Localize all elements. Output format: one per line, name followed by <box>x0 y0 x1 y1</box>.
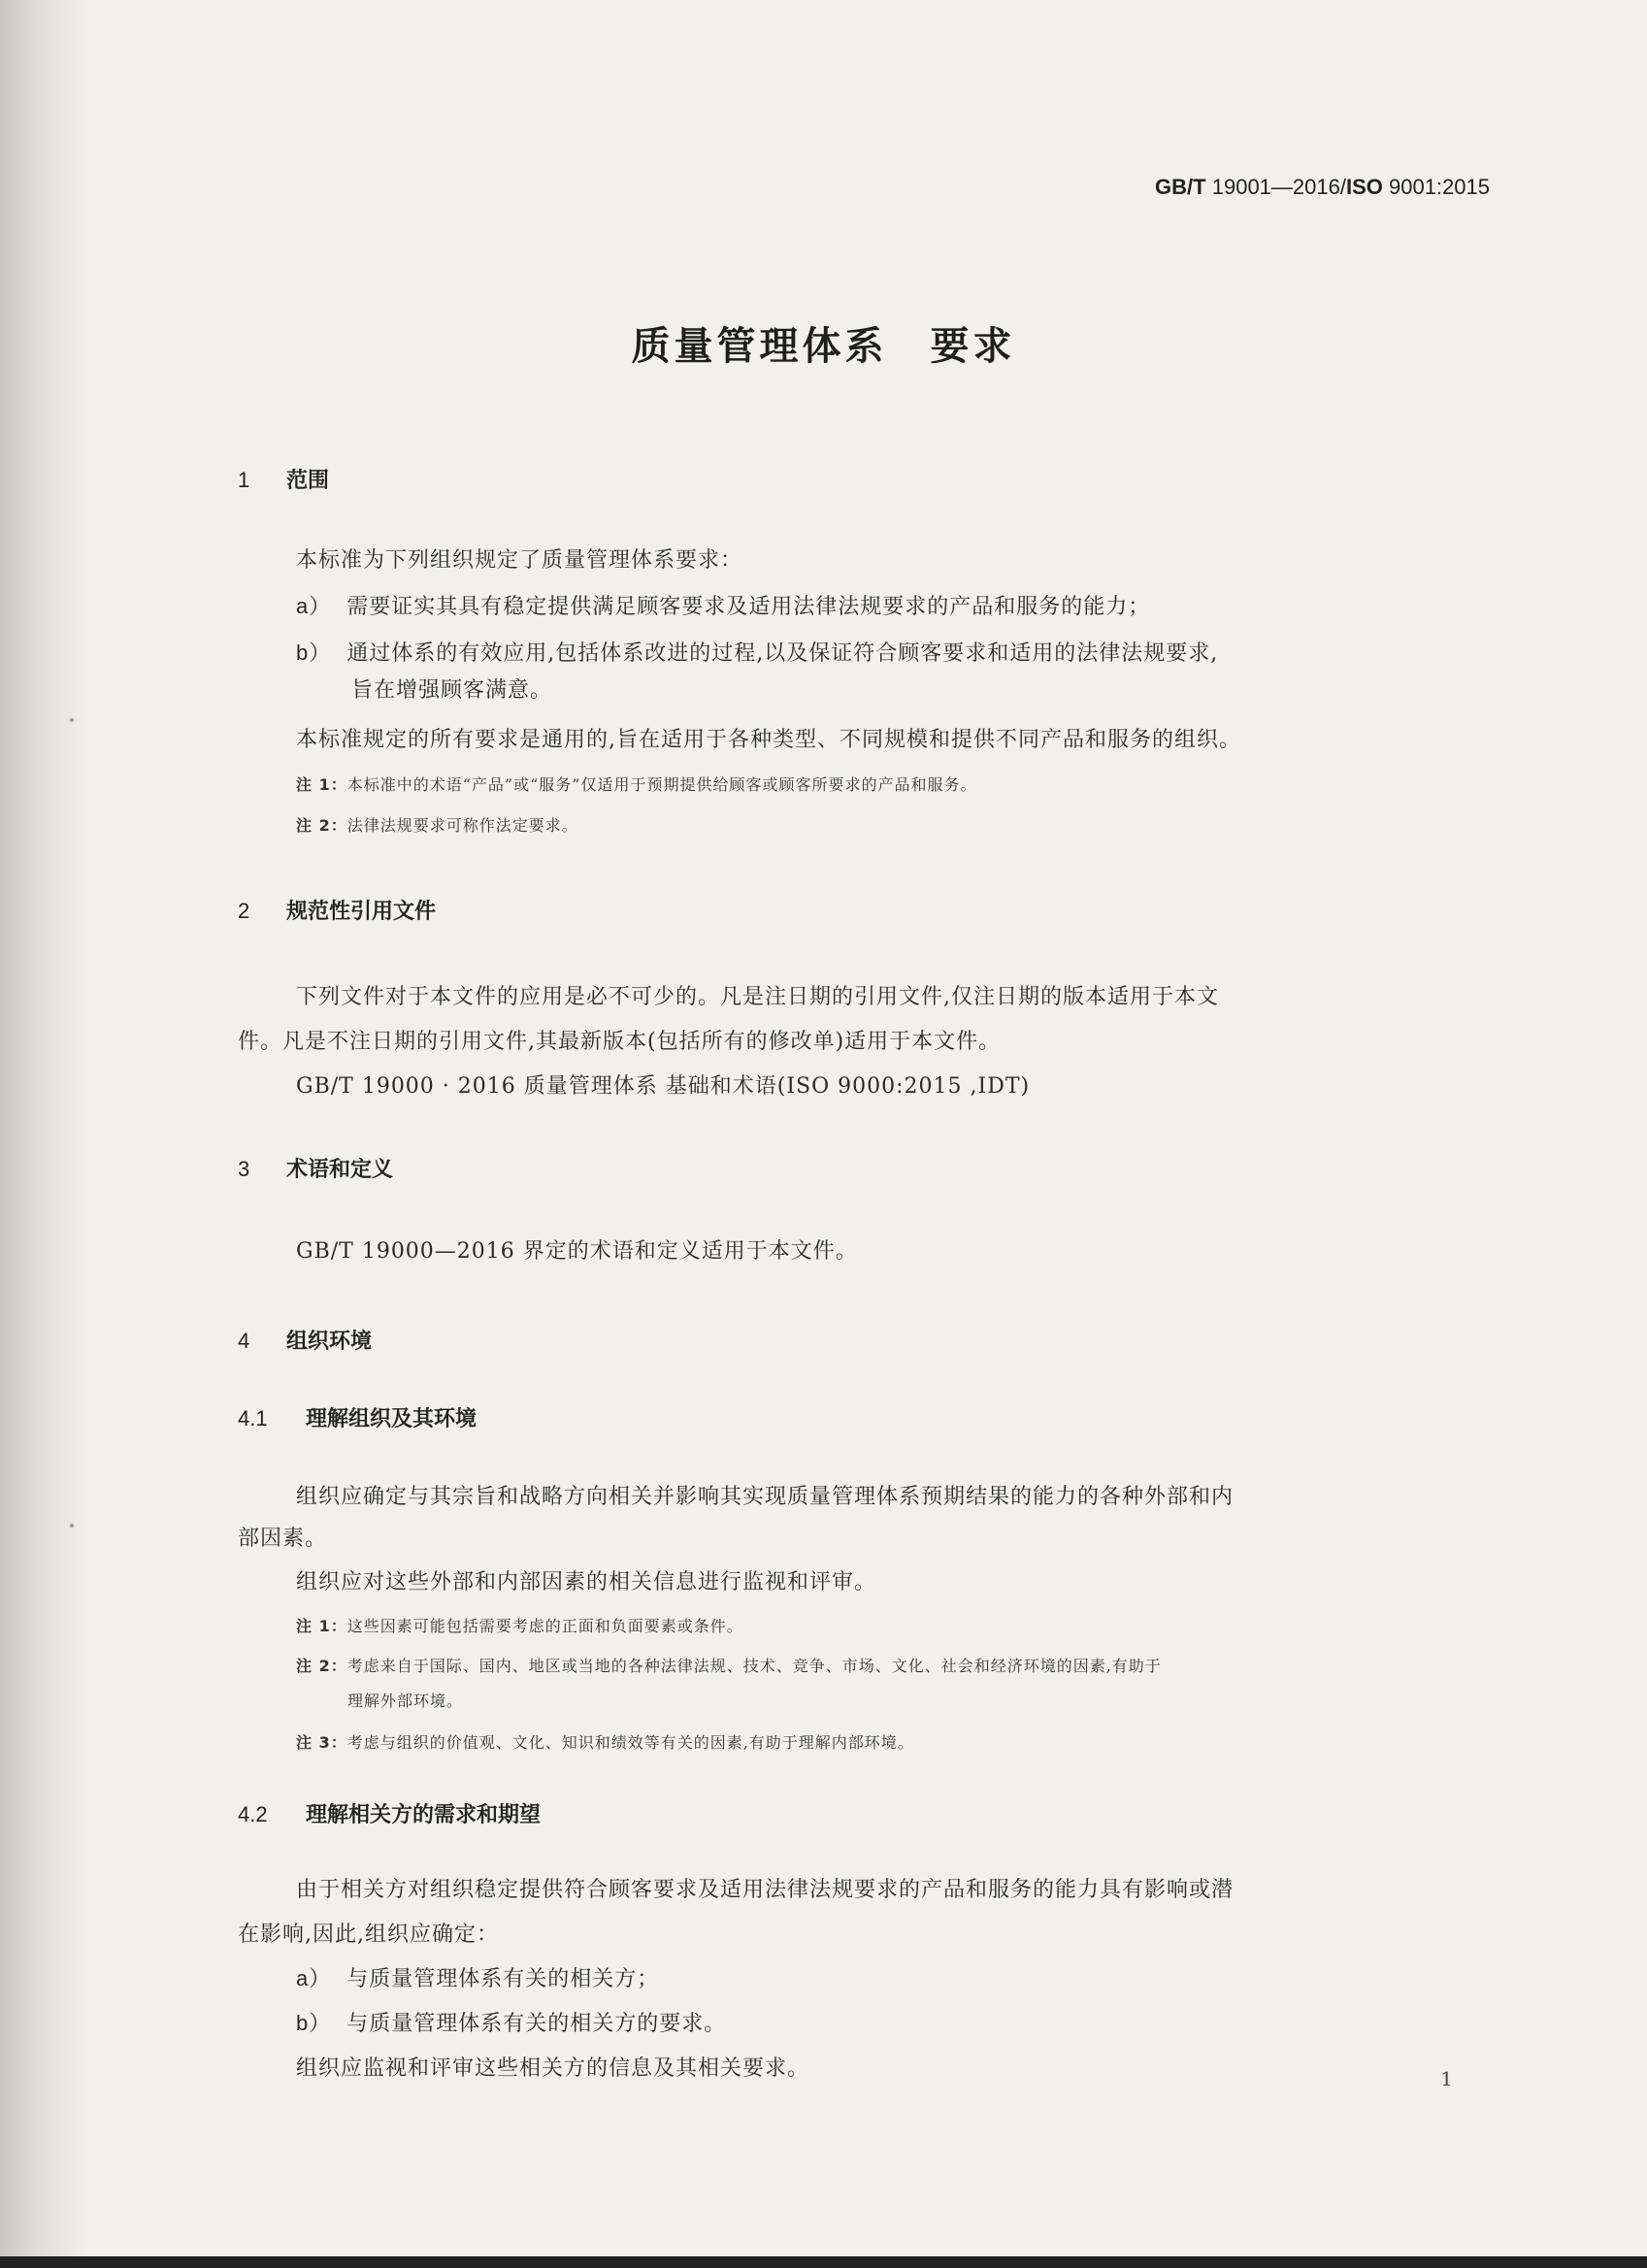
section-3-heading <box>238 1153 393 1183</box>
note-text: 这些因素可能包括需要考虑的正面和负面要素或条件。 <box>346 1617 743 1635</box>
paragraph-continuation: 在影响,因此,组织应确定： <box>238 1923 499 1947</box>
section-title: 理解相关方的需求和期望 <box>306 1803 542 1827</box>
section-2-heading <box>238 895 436 925</box>
list-label: a） <box>296 594 332 618</box>
scan-speck <box>70 718 74 722</box>
paragraph: 下列文件对于本文件的应用是必不可少的。凡是注日期的引用文件,仅注日期的版本适用于本文 <box>296 985 1219 1009</box>
section-4-2-heading <box>238 1798 541 1828</box>
section-title: 组织环境 <box>286 1330 373 1354</box>
note-label: 注 1： <box>296 1617 347 1635</box>
list-text: 通过体系的有效应用,包括体系改进的过程,以及保证符合顾客要求和适用的法律法规要求, <box>346 641 1219 666</box>
paragraph: 由于相关方对组织稳定提供符合顾客要求及适用法律法规要求的产品和服务的能力具有影响或潜 <box>296 1878 1235 1902</box>
note-label: 注 2： <box>296 816 347 835</box>
list-item-b <box>296 637 1218 667</box>
title-part-1: 质量管理体系 <box>631 324 888 369</box>
title-part-2: 要求 <box>930 324 1016 369</box>
paragraph: 组织应对这些外部和内部因素的相关信息进行监视和评审。 <box>296 1570 877 1594</box>
note-1 <box>296 1614 743 1636</box>
note-1 <box>296 772 976 795</box>
standard-code: 19001—2016/ <box>1211 175 1346 199</box>
document-title <box>0 315 1647 371</box>
iso-prefix: ISO <box>1345 175 1383 199</box>
list-label: b） <box>296 641 332 665</box>
note-label: 注 1： <box>296 775 347 794</box>
list-text: 需要证实其具有稳定提供满足顾客要求及适用法律法规要求的产品和服务的能力； <box>346 595 1151 619</box>
paragraph: 本标准为下列组织规定了质量管理体系要求： <box>296 548 743 573</box>
paragraph: GB/T 19000—2016 界定的术语和定义适用于本文件。 <box>296 1239 858 1264</box>
standard-prefix: GB/T <box>1155 175 1206 199</box>
note-3 <box>296 1730 914 1753</box>
section-number: 2 <box>238 899 250 923</box>
list-item-b-continuation: 旨在增强顾客满意。 <box>351 678 553 703</box>
paragraph-continuation: 部因素。 <box>238 1527 328 1551</box>
page-number: 1 <box>1440 2067 1453 2090</box>
note-text: 本标准中的术语“产品”或“服务”仅适用于预期提供给顾客或顾客所要求的产品和服务。 <box>346 775 977 794</box>
paragraph: 组织应确定与其宗旨和战略方向相关并影响其实现质量管理体系预期结果的能力的各种外部和内 <box>296 1485 1235 1509</box>
note-text: 考虑与组织的价值观、文化、知识和绩效等有关的因素,有助于理解内部环境。 <box>346 1733 914 1752</box>
section-number: 3 <box>238 1157 250 1181</box>
section-4-heading <box>238 1325 372 1355</box>
list-text: 与质量管理体系有关的相关方的要求。 <box>346 2012 727 2036</box>
section-title: 范围 <box>286 469 330 493</box>
list-item-a <box>296 1962 659 1992</box>
section-title: 理解组织及其环境 <box>306 1407 478 1431</box>
section-number: 4.2 <box>238 1802 268 1826</box>
note-label: 注 2： <box>296 1657 347 1675</box>
standard-number <box>1155 175 1490 200</box>
list-item-a <box>296 590 1150 620</box>
iso-code: 9001:2015 <box>1389 175 1490 199</box>
paragraph-continuation: 件。凡是不注日期的引用文件,其最新版本(包括所有的修改单)适用于本文件。 <box>238 1030 1002 1054</box>
section-number: 4 <box>238 1329 250 1353</box>
note-2-continuation: 理解外部环境。 <box>347 1692 464 1710</box>
note-2 <box>296 813 578 836</box>
list-text: 与质量管理体系有关的相关方； <box>346 1967 660 1991</box>
note-text: 法律法规要求可称作法定要求。 <box>346 816 578 835</box>
paragraph: 本标准规定的所有要求是通用的,旨在适用于各种类型、不同规模和提供不同产品和服务的组织。 <box>296 728 1241 752</box>
scan-bottom-edge <box>0 2256 1647 2268</box>
note-label: 注 3： <box>296 1733 347 1752</box>
paragraph: 组织应监视和评审这些相关方的信息及其相关要求。 <box>296 2056 810 2081</box>
section-title: 规范性引用文件 <box>286 900 437 924</box>
section-number: 4.1 <box>238 1406 268 1430</box>
section-1-heading <box>238 464 329 494</box>
note-2 <box>296 1654 1162 1676</box>
normative-reference: GB/T 19000 · 2016 质量管理体系 基础和术语(ISO 9000:2015 ,IDT) <box>296 1074 1031 1099</box>
list-label: b） <box>296 2011 332 2035</box>
list-label: a） <box>296 1966 332 1990</box>
scan-speck <box>70 1524 74 1528</box>
section-4-1-heading <box>238 1402 477 1432</box>
list-item-b <box>296 2007 726 2037</box>
section-number: 1 <box>238 468 250 492</box>
note-text: 考虑来自于国际、国内、地区或当地的各种法律法规、技术、竞争、市场、文化、社会和经济环境的因素,有助于 <box>346 1657 1162 1675</box>
section-title: 术语和定义 <box>286 1158 394 1182</box>
